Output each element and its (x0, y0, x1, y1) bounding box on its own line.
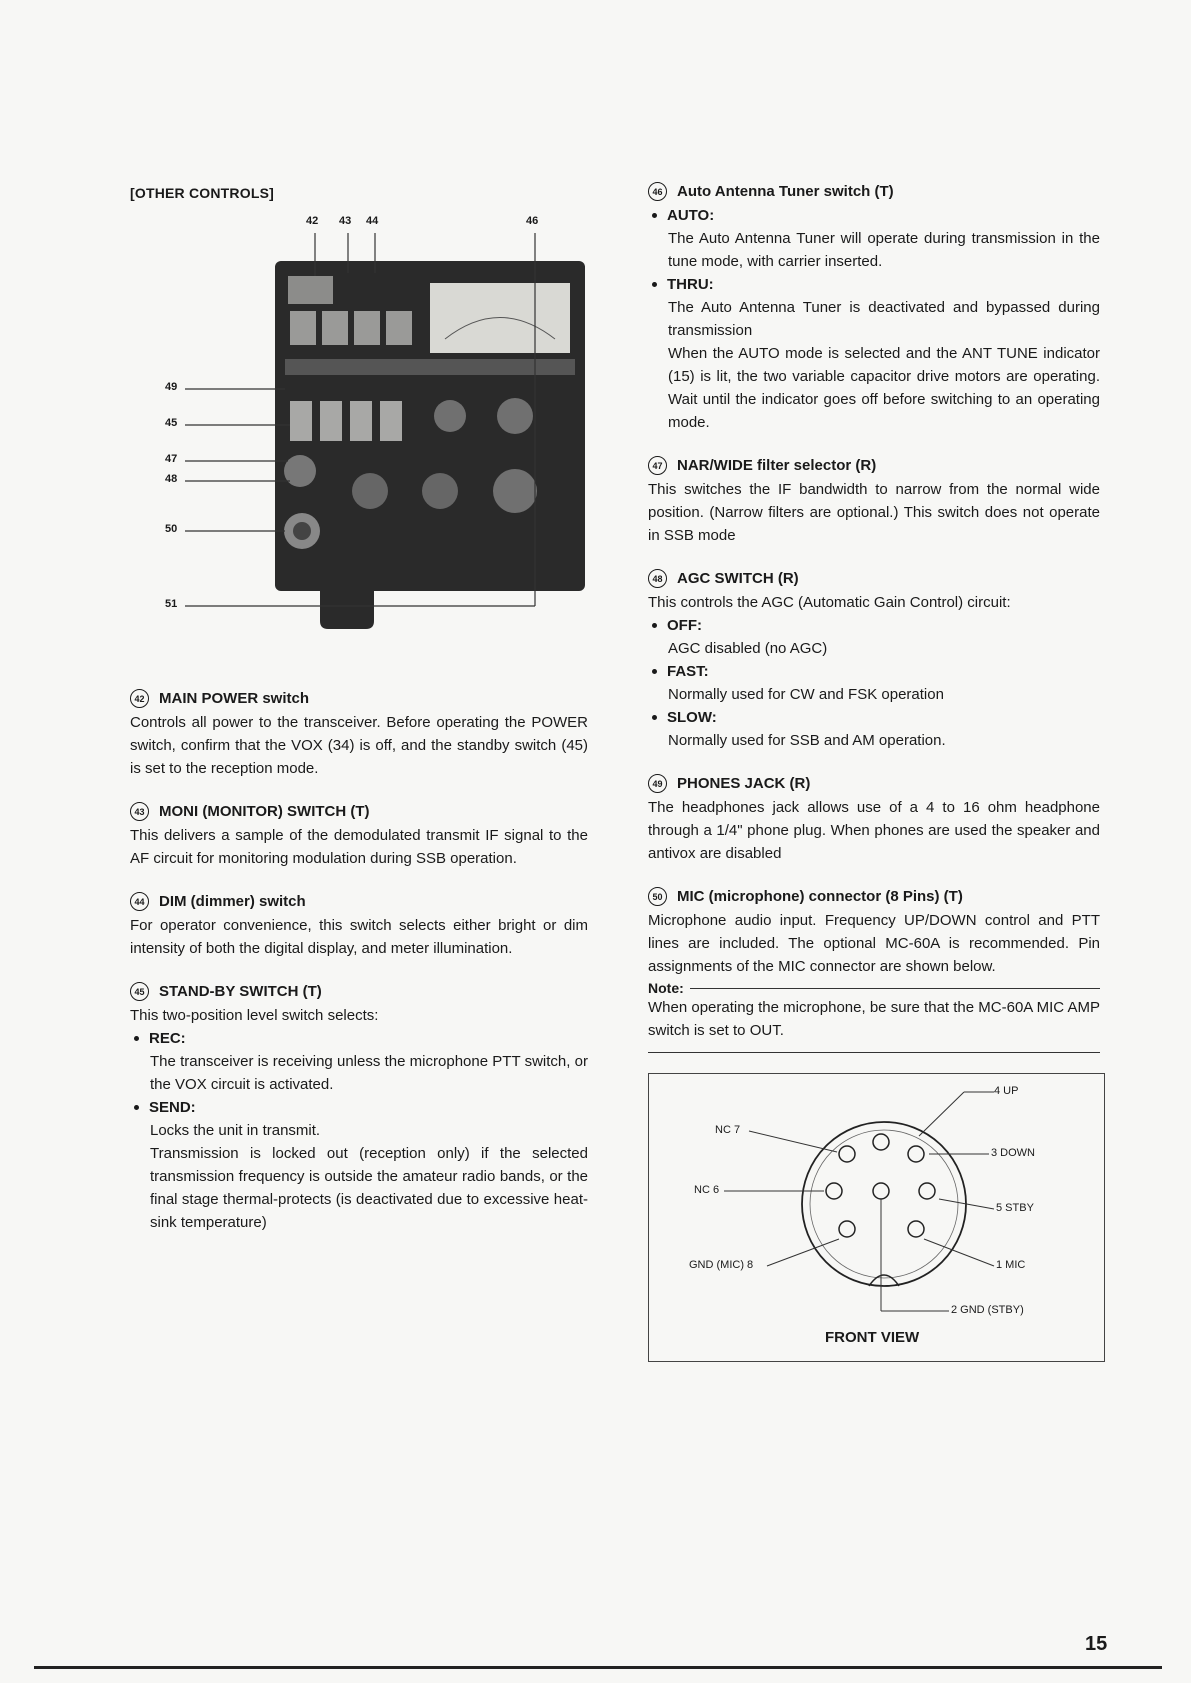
pin-4-up: 4 UP (994, 1085, 1019, 1097)
section-moni (130, 802, 588, 870)
num-badge: 42 (130, 689, 149, 708)
send-text2: Transmission is locked out (reception only) if the selected transmission frequency is outside the amateur radio bands, or the final stage thermal-protects (is deactivated due to excessive heat-sink temperature) (150, 1145, 588, 1231)
connector-caption: FRONT VIEW (825, 1329, 920, 1346)
num-badge: 46 (648, 182, 667, 201)
num-badge: 50 (648, 887, 667, 906)
num-badge: 45 (130, 982, 149, 1001)
section-mic (648, 887, 1100, 1053)
note-text: When operating the microphone, be sure that the MC-60A MIC AMP switch is set to OUT. (648, 999, 1100, 1039)
thru-text2: When the AUTO mode is selected and the ANT TUNE indicator (15) is lit, the two variable capacitor drive motors are operating. Wait until the indicator goes off before switching to an operating mode. (668, 345, 1100, 431)
pin-3-down: 3 DOWN (991, 1147, 1035, 1159)
section-phones (648, 774, 1100, 865)
callout-48: 48 (165, 473, 178, 485)
num-badge: 48 (648, 569, 667, 588)
section-body: The headphones jack allows use of a 4 to 16 ohm headphone through a 1/4" phone plug. When phones are used the speaker and antivox are disabled (648, 799, 1100, 862)
controls-photo (130, 211, 588, 671)
callout-47: 47 (165, 453, 178, 465)
callout-44: 44 (366, 215, 379, 227)
section-title: DIM (dimmer) switch (159, 893, 306, 910)
section-dim (130, 892, 588, 960)
section-body: This switches the IF bandwidth to narrow from the normal wide position. (Narrow filters are optional.) This switch does not operate in SSB mode (648, 481, 1100, 544)
section-body: Controls all power to the transceiver. Before operating the POWER switch, confirm that the VOX (34) is off, and the standby switch (45) is set to the reception mode. (130, 714, 588, 777)
other-controls-label: [OTHER CONTROLS] (130, 185, 274, 201)
controls-figure (130, 211, 588, 671)
section-intro: This controls the AGC (Automatic Gain Control) circuit: (648, 594, 1011, 611)
page-number: 15 (1085, 1633, 1108, 1655)
num-badge: 43 (130, 802, 149, 821)
num-badge: 47 (648, 456, 667, 475)
callout-51: 51 (165, 598, 178, 610)
connector-drawing (649, 1074, 1104, 1361)
section-agc (648, 569, 1100, 752)
bullet-off: OFF: (667, 617, 702, 634)
num-badge: 49 (648, 774, 667, 793)
pin-5-stby: 5 STBY (996, 1202, 1034, 1214)
pin-7-nc: NC 7 (715, 1124, 741, 1136)
bullet-rec: REC: (149, 1030, 186, 1047)
mic-connector-diagram (648, 1073, 1105, 1362)
bullet-thru: THRU: (667, 276, 714, 293)
callout-42: 42 (306, 215, 319, 227)
callout-43: 43 (339, 215, 352, 227)
note-end-rule (648, 1052, 1100, 1053)
section-standby (130, 982, 588, 1234)
pin-2-gnd-stby: 2 GND (STBY) (951, 1304, 1024, 1316)
callout-45: 45 (165, 417, 178, 429)
pin-8-gnd-mic: GND (MIC) 8 (689, 1259, 754, 1271)
bullet-auto: AUTO: (667, 207, 715, 224)
pin-6-nc: NC 6 (694, 1184, 720, 1196)
slow-text: Normally used for SSB and AM operation. (668, 732, 946, 749)
section-title: NAR/WIDE filter selector (R) (677, 457, 877, 474)
thru-text1: The Auto Antenna Tuner is deactivated and bypassed during transmission (668, 299, 1100, 339)
fast-text: Normally used for CW and FSK operation (668, 686, 944, 703)
section-title: PHONES JACK (R) (677, 775, 811, 792)
section-title: MAIN POWER switch (159, 690, 310, 707)
bullet-send: SEND: (149, 1099, 196, 1116)
callout-46: 46 (526, 215, 539, 227)
callout-49: 49 (165, 381, 178, 393)
left-column (130, 185, 588, 1256)
section-narwide (648, 456, 1100, 547)
section-body: This delivers a sample of the demodulated transmit IF signal to the AF circuit for monitoring modulation during SSB operation. (130, 827, 588, 867)
auto-text: The Auto Antenna Tuner will operate during transmission in the tune mode, with carrier inserted. (668, 230, 1100, 270)
section-tuner (648, 182, 1100, 434)
section-title: STAND-BY SWITCH (T) (159, 983, 322, 1000)
right-column (648, 182, 1100, 1362)
pin-1-mic: 1 MIC (996, 1259, 1026, 1271)
section-intro: This two-position level switch selects: (130, 1007, 379, 1024)
section-main-power (130, 689, 588, 780)
callout-50: 50 (165, 523, 178, 535)
off-text: AGC disabled (no AGC) (668, 640, 828, 657)
rec-text: The transceiver is receiving unless the microphone PTT switch, or the VOX circuit is activated. (150, 1053, 588, 1093)
bottom-rule (34, 1666, 1162, 1669)
send-text1: Locks the unit in transmit. (150, 1122, 321, 1139)
section-title: MIC (microphone) connector (8 Pins) (T) (677, 888, 963, 905)
section-title: AGC SWITCH (R) (677, 570, 799, 587)
section-title: MONI (MONITOR) SWITCH (T) (159, 803, 370, 820)
num-badge: 44 (130, 892, 149, 911)
bullet-fast: FAST: (667, 663, 709, 680)
note-label: Note: (648, 980, 684, 996)
section-body: Microphone audio input. Frequency UP/DOWN control and PTT lines are included. The optional MC-60A is recommended. Pin assignments of the MIC connector are shown below. (648, 912, 1100, 975)
bullet-slow: SLOW: (667, 709, 717, 726)
section-body: For operator convenience, this switch selects either bright or dim intensity of both the digital display, and meter illumination. (130, 917, 588, 957)
section-title: Auto Antenna Tuner switch (T) (677, 183, 894, 200)
